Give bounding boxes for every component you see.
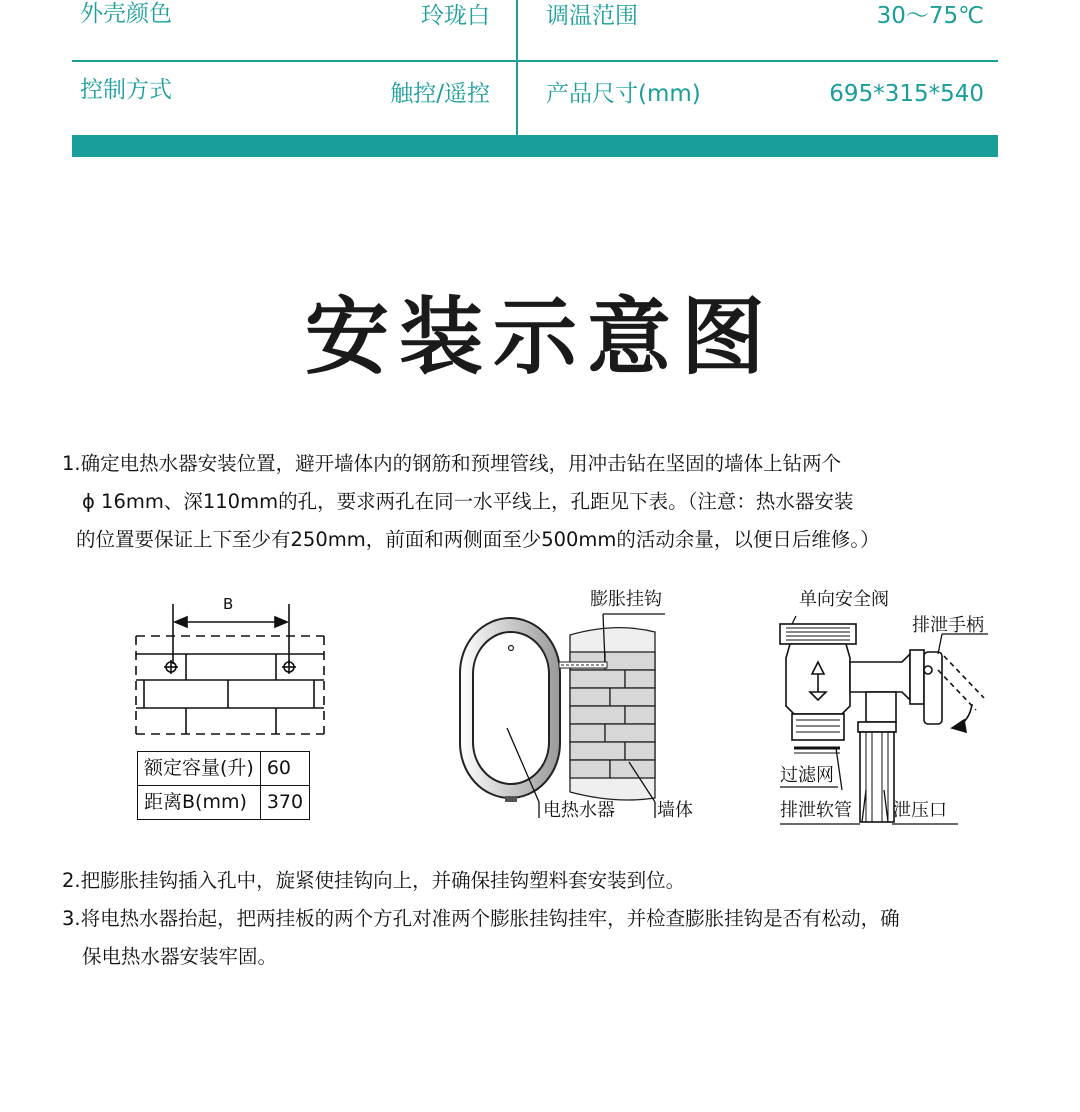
hook-label: 膨胀挂钩 (590, 589, 662, 610)
valve-label-underlines (780, 784, 960, 824)
distance-value: 370 (260, 786, 309, 820)
spec-value-color: 玲珑白 (421, 3, 490, 29)
spec-column-divider (516, 0, 518, 135)
table-row (138, 786, 310, 820)
spec-value-size: 695*315*540 (829, 81, 984, 107)
distance-label: 距离B(mm) (138, 786, 261, 820)
spec-label-temp: 调温范围 (546, 3, 638, 29)
pressure-outlet-label: 泄压口 (893, 800, 947, 821)
step3-line1: 3.将电热水器抬起，把两挂板的两个方孔对准两个膨胀挂钩挂牢，并检查膨胀挂钩是否有松动，确 (62, 907, 900, 930)
capacity-label: 额定容量(升) (138, 752, 261, 786)
spec-value-control: 触控/遥控 (390, 81, 490, 107)
heater-label: 电热水器 (543, 800, 615, 821)
hole-distance-table (137, 751, 310, 820)
drain-hose-label: 排泄软管 (780, 800, 852, 821)
step3-line2: 保电热水器安装牢固。 (82, 945, 278, 968)
step1-line1: 1.确定电热水器安装位置，避开墙体内的钢筋和预埋管线，用冲击钻在坚固的墙体上钻两个 (62, 452, 842, 475)
step2-line: 2.把膨胀挂钩插入孔中，旋紧使挂钩向上，并确保挂钩塑料套安装到位。 (62, 869, 686, 892)
step1-line3: 的位置要保证上下至少有250mm，前面和两侧面至少500mm的活动余量，以便日后维修。） (76, 528, 880, 551)
spec-label-control: 控制方式 (80, 77, 172, 103)
spec-label-size: 产品尺寸(mm) (546, 81, 701, 107)
step1-line2: ϕ 16mm、深110mm的孔，要求两孔在同一水平线上，孔距见下表。（注意：热水器安装 (82, 490, 854, 513)
drain-handle-label: 排泄手柄 (912, 615, 984, 636)
capacity-value: 60 (260, 752, 309, 786)
spec-value-temp: 30～75℃ (876, 3, 984, 29)
section-title: 安装示意图 (304, 288, 775, 386)
spec-table (72, 0, 998, 157)
spec-row-divider (72, 60, 998, 62)
spec-bottom-bar (72, 135, 998, 157)
heater-mount-diagram (455, 610, 695, 825)
spec-label-color: 外壳颜色 (80, 1, 172, 27)
dimension-b-label: B (223, 595, 234, 613)
wall-label: 墙体 (657, 800, 693, 821)
table-row (138, 752, 310, 786)
safety-valve-label: 单向安全阀 (799, 589, 889, 610)
filter-label: 过滤网 (780, 765, 834, 786)
hole-spacing-diagram (128, 592, 338, 742)
